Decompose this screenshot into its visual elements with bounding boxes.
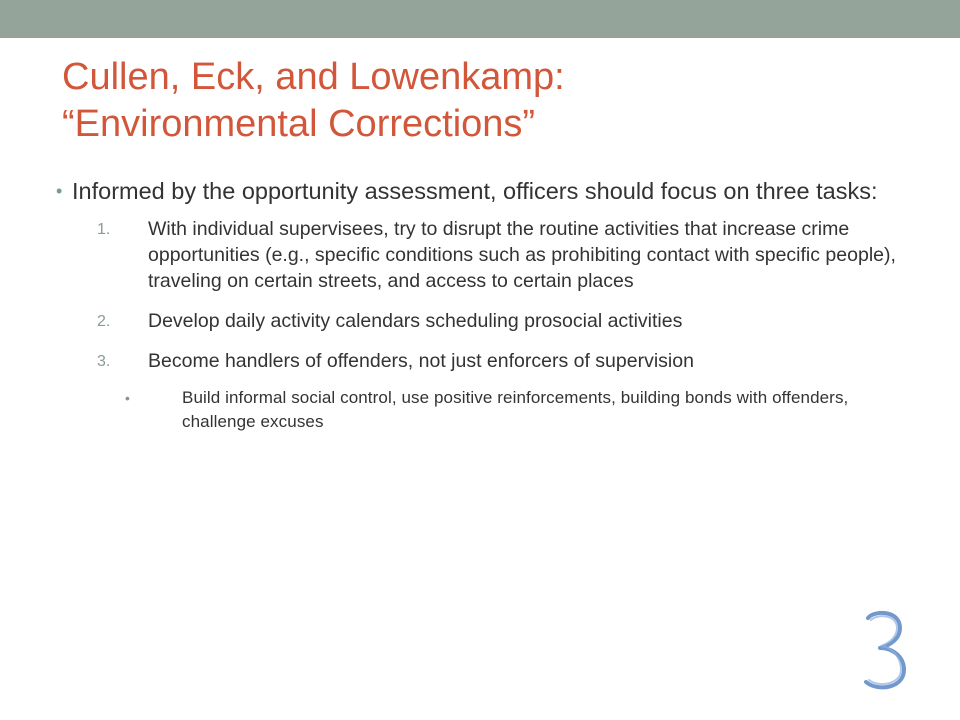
task-number: 1. [97,221,111,238]
slide-content [56,174,916,434]
title-line-1: Cullen, Eck, and Lowenkamp: [62,56,565,98]
slide-number [860,606,910,696]
task-text: Develop daily activity calendars scheduling prosocial activities [148,310,683,332]
task-text: Become handlers of offenders, not just enforcers of supervision [148,350,694,372]
task-item-3 [56,348,916,374]
sub-bullet [56,386,916,434]
top-accent-bar [0,0,960,38]
sub-bullet-dot-icon: • [125,390,131,406]
task-item-2 [56,308,916,334]
task-item-1 [56,216,916,294]
title-line-2: “Environmental Corrections” [62,103,536,145]
bullet-dot-icon: • [56,181,63,201]
task-list [56,216,916,374]
task-number: 2. [97,313,111,330]
task-number: 3. [97,353,111,370]
main-bullet-text: Informed by the opportunity assessment, officers should focus on three tasks: [72,178,878,204]
task-text: With individual supervisees, try to disrupt the routine activities that increase crime opportunities (e.g., specific conditions such as prohibiting contact with specific people), traveling on certain streets, and access to certain places [148,218,896,292]
sub-bullet-text: Build informal social control, use positive reinforcements, building bonds with offenders, challenge excuses [182,388,849,431]
slide-title [62,54,922,148]
main-bullet [56,174,916,208]
